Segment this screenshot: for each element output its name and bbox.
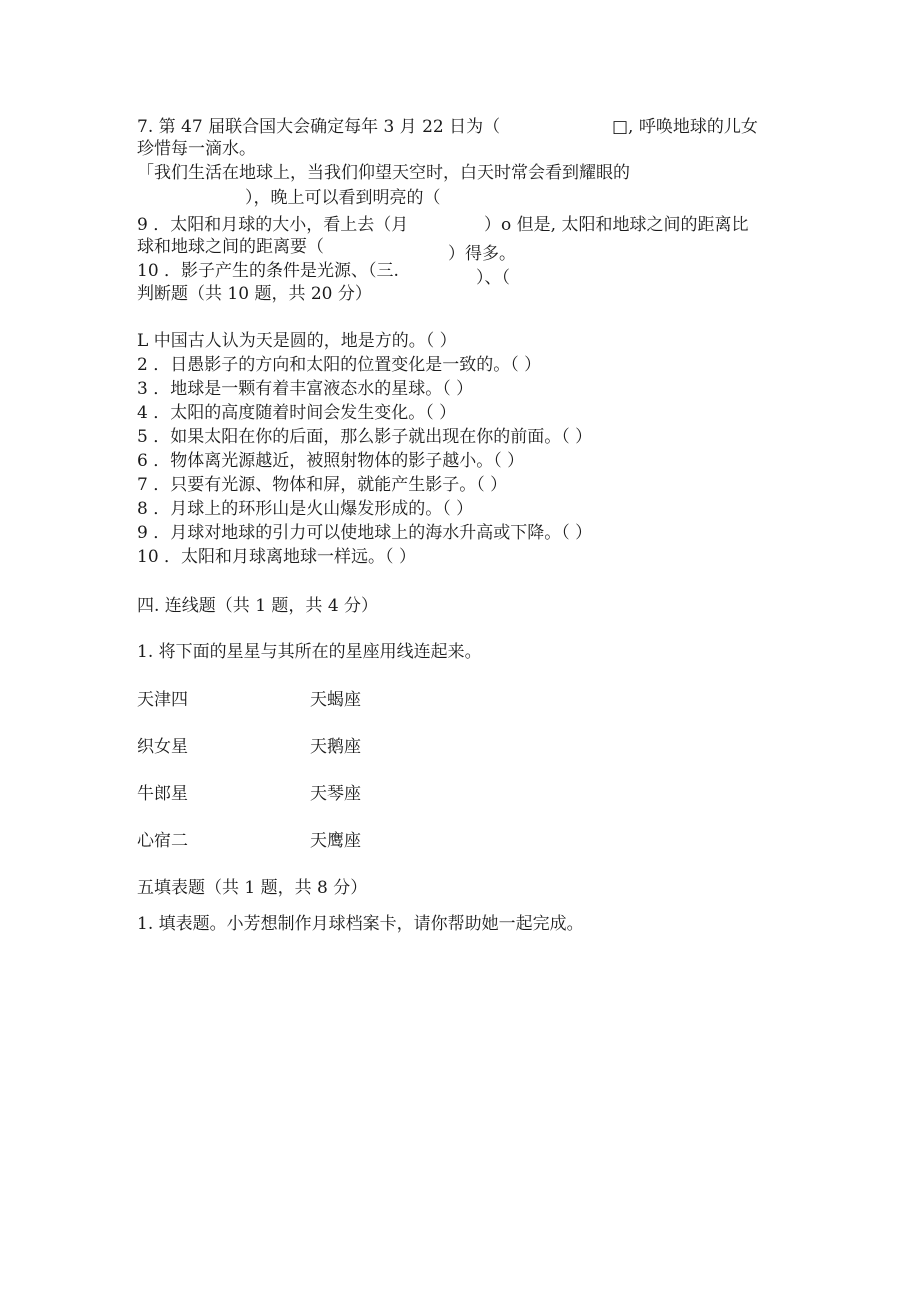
q9-text-d: ）得多。 bbox=[448, 244, 516, 264]
q10-text-b: ）、（ bbox=[476, 268, 510, 288]
q8-text-b: ），晚上可以看到明亮的（ bbox=[245, 188, 441, 208]
match-star-left: 天津四 bbox=[137, 690, 188, 710]
match-star-left: 牛郎星 bbox=[137, 784, 188, 804]
q9-text-a: 9 ．太阳和月球的大小，看上去（月 bbox=[137, 215, 409, 235]
judge-item: 3 ．地球是一颗有着丰富液态水的星球。（ ） bbox=[137, 379, 474, 399]
match-section-title: 四. 连线题（共 1 题，共 4 分） bbox=[137, 596, 379, 616]
judge-item: 10 ．太阳和月球离地球一样远。（ ） bbox=[137, 547, 416, 567]
judge-item: 5 ．如果太阳在你的后面，那么影子就出现在你的前面。（ ） bbox=[137, 427, 593, 447]
match-constellation-right: 天琴座 bbox=[310, 784, 361, 804]
q7-text-b: □, 呼唤地球的儿女 bbox=[612, 117, 758, 137]
match-star-left: 心宿二 bbox=[137, 831, 188, 851]
match-star-left: 织女星 bbox=[137, 737, 188, 757]
judge-item: 8 ．月球上的环形山是火山爆发形成的。（ ） bbox=[137, 499, 474, 519]
judge-item: 2 ．日愚影子的方向和太阳的位置变化是一致的。（ ） bbox=[137, 355, 542, 375]
q7-text-c: 珍惜每一滴水。 bbox=[137, 139, 256, 159]
judge-item: L 中国古人认为天是圆的，地是方的。（ ） bbox=[137, 331, 457, 351]
q8-text-a: 「我们生活在地球上，当我们仰望天空时，白天时常会看到耀眼的 bbox=[137, 163, 630, 183]
q10-text-a: 10 ．影子产生的条件是光源、（三. bbox=[137, 261, 399, 281]
judge-item: 7 ．只要有光源、物体和屏，就能产生影子。（ ） bbox=[137, 475, 508, 495]
q9-text-c: 球和地球之间的距离要（ bbox=[137, 237, 324, 257]
judge-item: 9 ．月球对地球的引力可以使地球上的海水升高或下降。（ ） bbox=[137, 523, 593, 543]
table-section-title: 五填表题（共 1 题，共 8 分） bbox=[137, 878, 368, 898]
match-question: 1. 将下面的星星与其所在的星座用线连起来。 bbox=[137, 642, 482, 662]
table-question: 1. 填表题。小芳想制作月球档案卡，请你帮助她一起完成。 bbox=[137, 914, 584, 934]
judge-item: 4 ．太阳的高度随着时间会发生变化。（ ） bbox=[137, 403, 457, 423]
q7-text-a: 7. 第 47 届联合国大会确定每年 3 月 22 日为（ bbox=[137, 117, 501, 137]
q9-text-b: ）o 但是, 太阳和地球之间的距离比 bbox=[484, 215, 749, 235]
judge-item: 6 ．物体离光源越近，被照射物体的影子越小。（ ） bbox=[137, 451, 525, 471]
match-constellation-right: 天鹰座 bbox=[310, 831, 361, 851]
judge-section-title: 判断题（共 10 题，共 20 分） bbox=[137, 284, 372, 304]
match-constellation-right: 天鹅座 bbox=[310, 737, 361, 757]
match-constellation-right: 天蝎座 bbox=[310, 690, 361, 710]
